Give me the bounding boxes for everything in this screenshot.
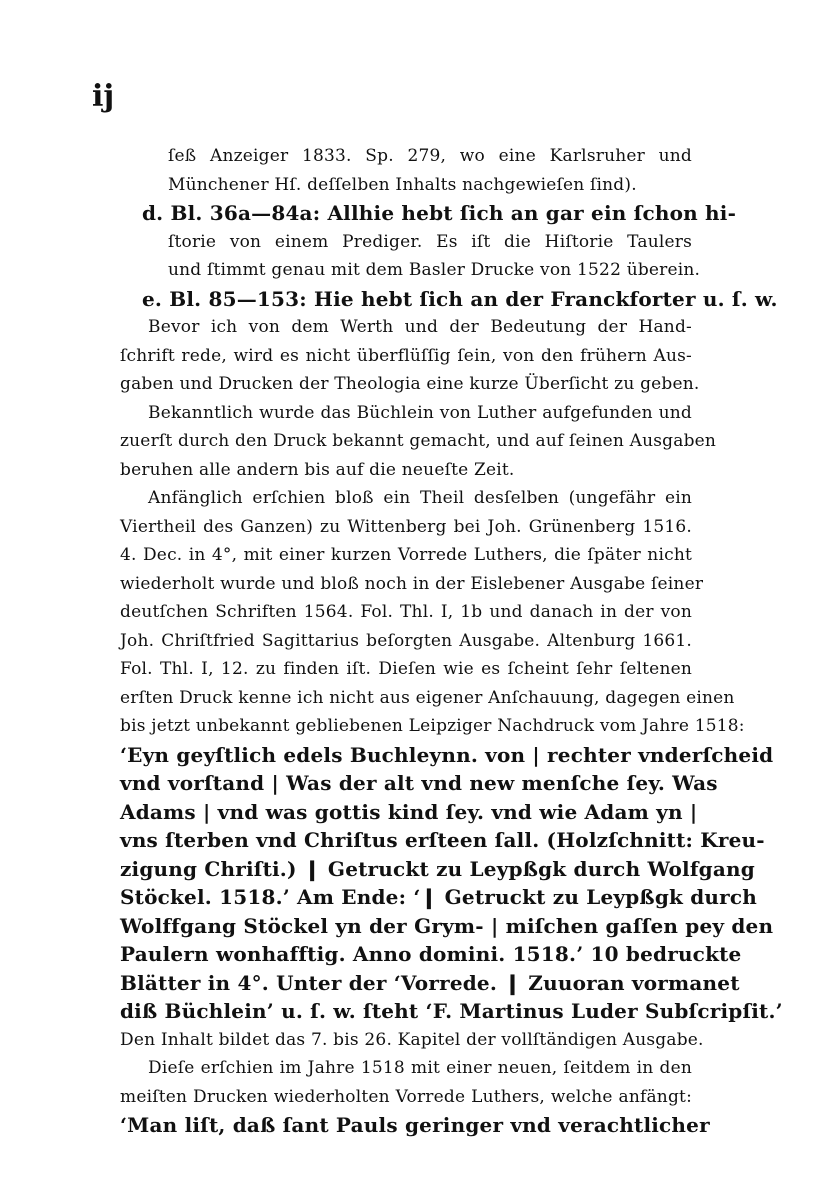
text-line: vnd vorſtand | Was der alt vnd new menſche ſey. Was <box>120 771 718 795</box>
text-line: ſchrift rede, wird es nicht überflüſſig ſein, von den frühern Aus- <box>120 345 692 366</box>
text-line: deutſchen Schriften 1564. Fol. Thl. I, 1b und danach in der von <box>120 602 692 622</box>
body-text <box>120 142 783 1140</box>
text-line: Blätter in 4°. Unter der ‘Vorrede. ❙ Zuuoran vormanet <box>120 970 740 995</box>
text-line: und ſtimmt genau mit dem Basler Drucke von 1522 überein. <box>168 260 701 280</box>
text-line: meiſten Drucken wiederholten Vorrede Luthers, welche anfängt: <box>120 1086 692 1107</box>
text-line: bis jetzt unbekannt gebliebenen Leipziger Nachdruck vom Jahre 1518: <box>120 716 745 736</box>
text-line: Joh. Chriſtfried Sagittarius beſorgten Ausgabe. Altenburg 1661. <box>120 630 692 651</box>
text-line: Stöckel. 1518.’ Am Ende: ‘❙ Getruckt zu Leypßgk durch <box>120 885 758 909</box>
text-line: Adams | vnd was gottis kind ſey. vnd wie Adam yn | <box>120 799 698 824</box>
text-line: d. Bl. 36a—84a: Allhie hebt ſich an gar ein ſchon hi- <box>142 201 737 225</box>
text-line: beruhen alle andern bis auf die neueſte Zeit. <box>120 459 515 480</box>
text-line: wiederholt wurde und bloß noch in der Eislebener Ausgabe ſeiner <box>120 573 704 594</box>
text-line: Bekanntlich wurde das Büchlein von Luther aufgefunden und <box>148 402 692 423</box>
text-line: e. Bl. 85—153: Hie hebt ſich an der Franckforter u. ſ. w. <box>142 286 778 311</box>
text-line: Den Inhalt bildet das 7. bis 26. Kapitel der vollſtändigen Ausgabe. <box>120 1029 704 1050</box>
text-line: gaben und Drucken der Theologia eine kurze Überſicht zu geben. <box>120 374 700 394</box>
page-number: ij <box>92 79 115 114</box>
text-line: zuerſt durch den Druck bekannt gemacht, und auf ſeinen Ausgaben <box>120 431 717 451</box>
text-line: ‘Eyn geyſtlich edels Buchleynn. von | rechter vnderſcheid <box>120 742 774 767</box>
text-line: diß Büchlein’ u. ſ. w. ſteht ‘F. Martinus Luder Subſcripſit.’ <box>120 999 783 1023</box>
text-line: 4. Dec. in 4°, mit einer kurzen Vorrede Luthers, die ſpäter nicht <box>120 545 692 565</box>
text-line: Anfänglich erſchien bloß ein Theil desſelben (ungefähr ein <box>148 488 692 508</box>
text-line: Dieſe erſchien im Jahre 1518 mit einer neuen, ſeitdem in den <box>148 1058 692 1078</box>
text-line: ‘Man liſt, daß ſant Pauls geringer vnd verachtlicher <box>120 1113 710 1137</box>
text-line: Bevor ich von dem Werth und der Bedeutung der Hand- <box>148 317 692 337</box>
text-line: ſtorie von einem Prediger. Es iſt die Hiſtorie Taulers <box>168 231 692 252</box>
text-line: Fol. Thl. I, 12. zu finden iſt. Dieſen wie es ſcheint ſehr ſeltenen <box>120 659 692 679</box>
text-line: Münchener Hſ. deſſelben Inhalts nachgewieſen ſind). <box>168 174 637 195</box>
text-line: ſeß Anzeiger 1833. Sp. 279, wo eine Karlsruher und <box>168 146 692 166</box>
text-line: erſten Druck kenne ich nicht aus eigener Anſchauung, dagegen einen <box>120 687 735 708</box>
text-line: vns ſterben vnd Chriſtus erſteen ſall. (Holzſchnitt: Kreu- <box>120 828 765 852</box>
text-line: Viertheil des Ganzen) zu Wittenberg bei Joh. Grünenberg 1516. <box>120 516 692 537</box>
text-line: zigung Chriſti.) ❙ Getruckt zu Leypßgk durch Wolfgang <box>120 856 755 881</box>
text-line: Wolffgang Stöckel yn der Grym- | miſchen gaſſen pey den <box>120 913 774 938</box>
text-line: Paulern wonhafftig. Anno domini. 1518.’ 10 bedruckte <box>120 942 742 966</box>
